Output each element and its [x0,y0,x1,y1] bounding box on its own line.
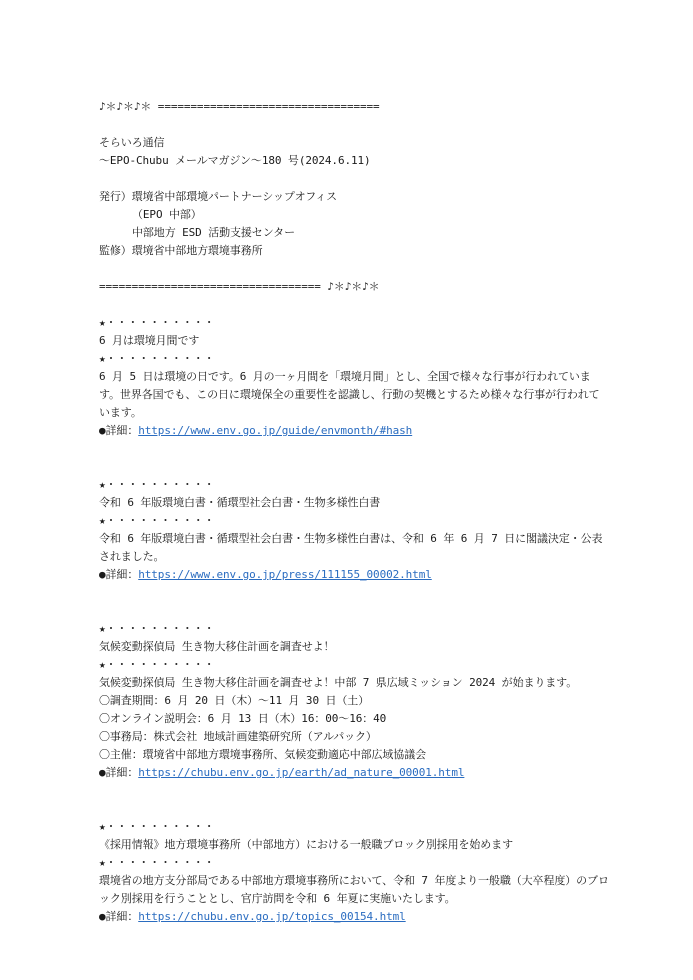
supervisor-name: 環境省中部地方環境事務所 [131,244,263,257]
article-title: 気候変動探偵局 生き物大移住計画を調査せよ！ [99,640,335,653]
star-rule: ★・・・・・・・・・・ [99,478,215,491]
article-detail-line [99,908,609,926]
star-rule: ★・・・・・・・・・・ [99,658,215,671]
article-body: 環境省の地方支分部局である中部地方環境事務所において、令和 7 年度より一般職（大卒程度）のブロック別採用を行うこととし、官庁訪問を令和 6 年夏に実施いたします。 [99,874,609,905]
star-rule: ★・・・・・・・・・・ [99,352,215,365]
article-title: 令和 6 年版環境白書・循環型社会白書・生物多様性白書 [99,496,381,509]
header-decoration-top: ♪＊♪＊♪＊ ================================== [99,100,380,113]
article-detail-line [99,764,609,782]
article-link[interactable]: https://www.env.go.jp/press/111155_00002.html [138,568,432,581]
supervisor-label: 監修） [99,244,132,257]
publisher-label: 発行） [99,190,132,203]
article-item: 〇事務局：株式会社 地域計画建築研究所（アルパック） [99,730,377,743]
header-decoration-bottom: ================================== ♪＊♪＊♪＊ [99,280,380,293]
publisher-center: 中部地方 ESD 活動支援センター [132,226,295,239]
star-rule: ★・・・・・・・・・・ [99,622,215,635]
publisher-name: 環境省中部環境パートナーシップオフィス [131,190,338,203]
article-title: 《採用情報》地方環境事務所（中部地方）における一般職ブロック別採用を始めます [99,838,513,851]
star-rule: ★・・・・・・・・・・ [99,820,215,833]
publisher-line [99,188,609,206]
supervisor-line [99,242,609,260]
article-item: 〇主催：環境省中部地方環境事務所、気候変動適応中部広域協議会 [99,748,426,761]
detail-label: ●詳細： [99,910,139,923]
article-link[interactable]: https://chubu.env.go.jp/earth/ad_nature_00001.html [138,766,465,779]
star-rule: ★・・・・・・・・・・ [99,856,215,869]
detail-label: ●詳細： [99,766,139,779]
detail-label: ●詳細： [99,568,139,581]
article-detail-line [99,422,609,440]
article-link[interactable]: https://www.env.go.jp/guide/envmonth/#hash [138,424,413,437]
publisher-abbr: （EPO 中部） [132,208,202,221]
article-detail-line [99,566,609,584]
article-link[interactable]: https://chubu.env.go.jp/topics_00154.html [138,910,406,923]
detail-label: ●詳細： [99,424,139,437]
article-item: 〇オンライン説明会：6 月 13 日（木）16：00～16：40 [99,712,387,725]
newsletter-title: そらいろ通信 [99,136,165,149]
article-body: 気候変動探偵局 生き物大移住計画を調査せよ！中部 7 県広域ミッション 2024 が始まります。 [99,676,578,689]
star-rule: ★・・・・・・・・・・ [99,316,215,329]
article-title: 6 月は環境月間です [99,334,200,347]
article-body: 6 月 5 日は環境の日です。6 月の一ヶ月間を「環境月間」とし、全国で様々な行事が行われています。世界各国でも、この日に環境保全の重要性を認識し、行動の契機とするため様々な行事が行われています。 [99,370,600,419]
article-item: 〇調査期間：6 月 20 日（木）～11 月 30 日（土） [99,694,370,707]
newsletter-subtitle: ～EPO-Chubu メールマガジン～180 号(2024.6.11) [99,154,371,167]
star-rule: ★・・・・・・・・・・ [99,514,215,527]
newsletter-body [99,98,609,926]
article-body: 令和 6 年版環境白書・循環型社会白書・生物多様性白書は、令和 6 年 6 月 7 日に閣議決定・公表されました。 [99,532,603,563]
